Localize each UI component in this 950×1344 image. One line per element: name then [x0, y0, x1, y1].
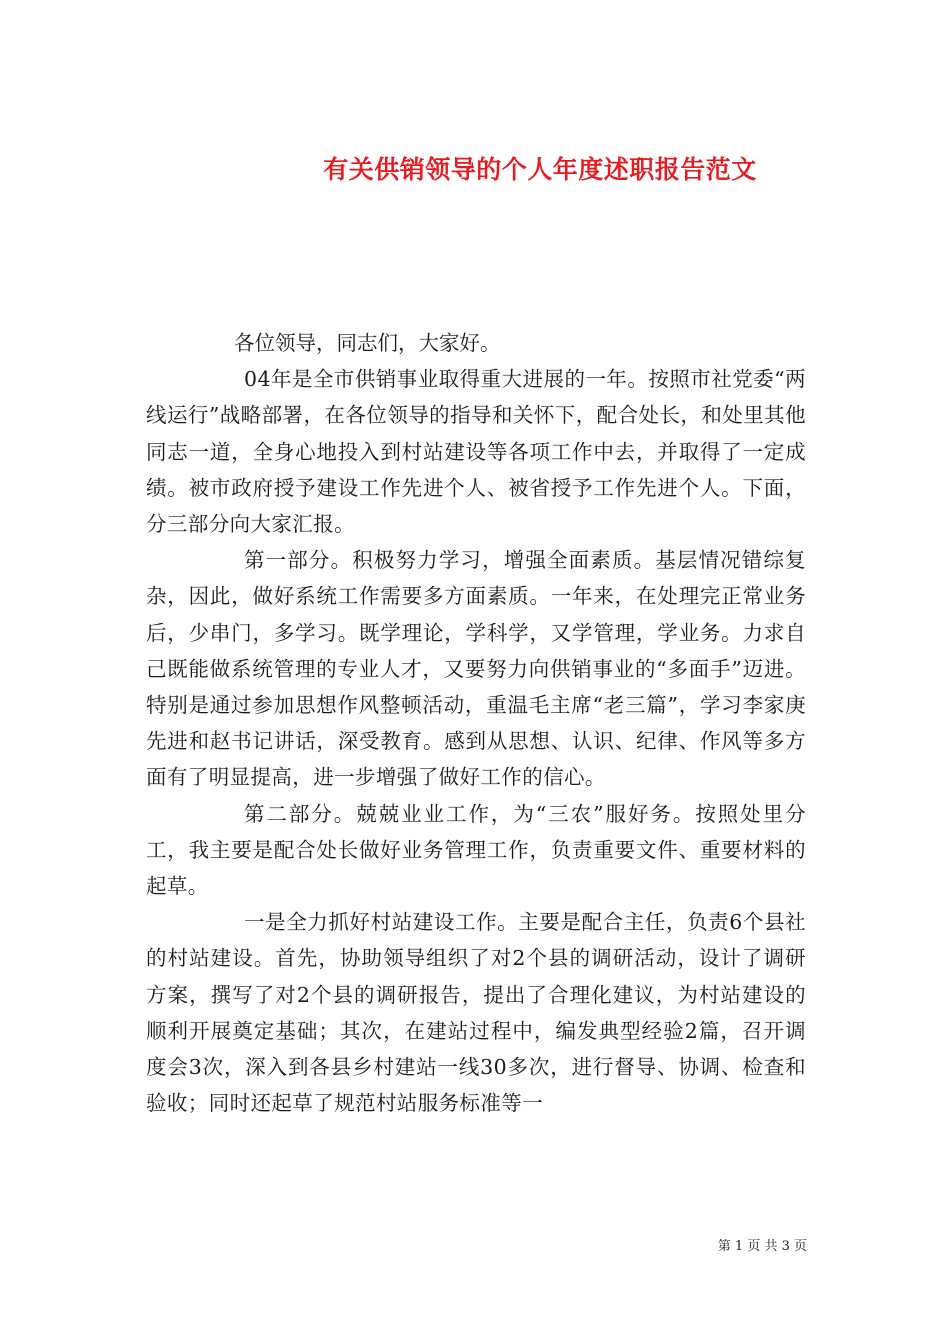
paragraph-intro: 04年是全市供销事业取得重大进展的一年。按照市社党委“两线运行”战略部署，在各位领导的指导和关怀下，配合处长，和处里其他同志一道，全身心地投入到村站建设等各项工作中去，并取得了一定成绩。被市政府授予建设工作先进个人、被省授予工作先进个人。下面，分三部分向大家汇报。 [146, 367, 806, 536]
page-title: 有关供销领导的个人年度述职报告范文 [323, 154, 757, 184]
document-body [146, 325, 806, 1121]
greeting: 各位领导，同志们，大家好。 [234, 331, 501, 355]
page-number: 第 1 页 共 3 页 [717, 1239, 807, 1254]
paragraph-part-one: 第一部分。积极努力学习，增强全面素质。基层情况错综复杂，因此，做好系统工作需要多方面素质。一年来，在处理完正常业务后，少串门，多学习。既学理论，学科学，又学管理，学业务。力求自己既能做系统管理的专业人才，又要努力向供销事业的“多面手”迈进。特别是通过参加思想作风整顿活动，重温毛主席“老三篇”，学习李家庚先进和赵书记讲话，深受教育。感到从思想、认识、纪律、作风等多方面有了明显提高，进一步增强了做好工作的信心。 [146, 548, 806, 790]
paragraph-part-two: 第二部分。兢兢业业工作，为“三农”服好务。按照处里分工，我主要是配合处长做好业务管理工作，负责重要文件、重要材料的起草。 [146, 801, 806, 899]
paragraph-village-stations: 一是全力抓好村站建设工作。主要是配合主任，负责6个县社的村站建设。首先，协助领导组织了对2个县的调研活动，设计了调研方案，撰写了对2个县的调研报告，提出了合理化建议，为村站建设的顺利开展奠定基础；其次，在建站过程中，编发典型经验2篇，召开调度会3次，深入到各县乡村建站一线30多次，进行督导、协调、检查和验收；同时还起草了规范村站服务标准等一 [146, 910, 806, 1116]
